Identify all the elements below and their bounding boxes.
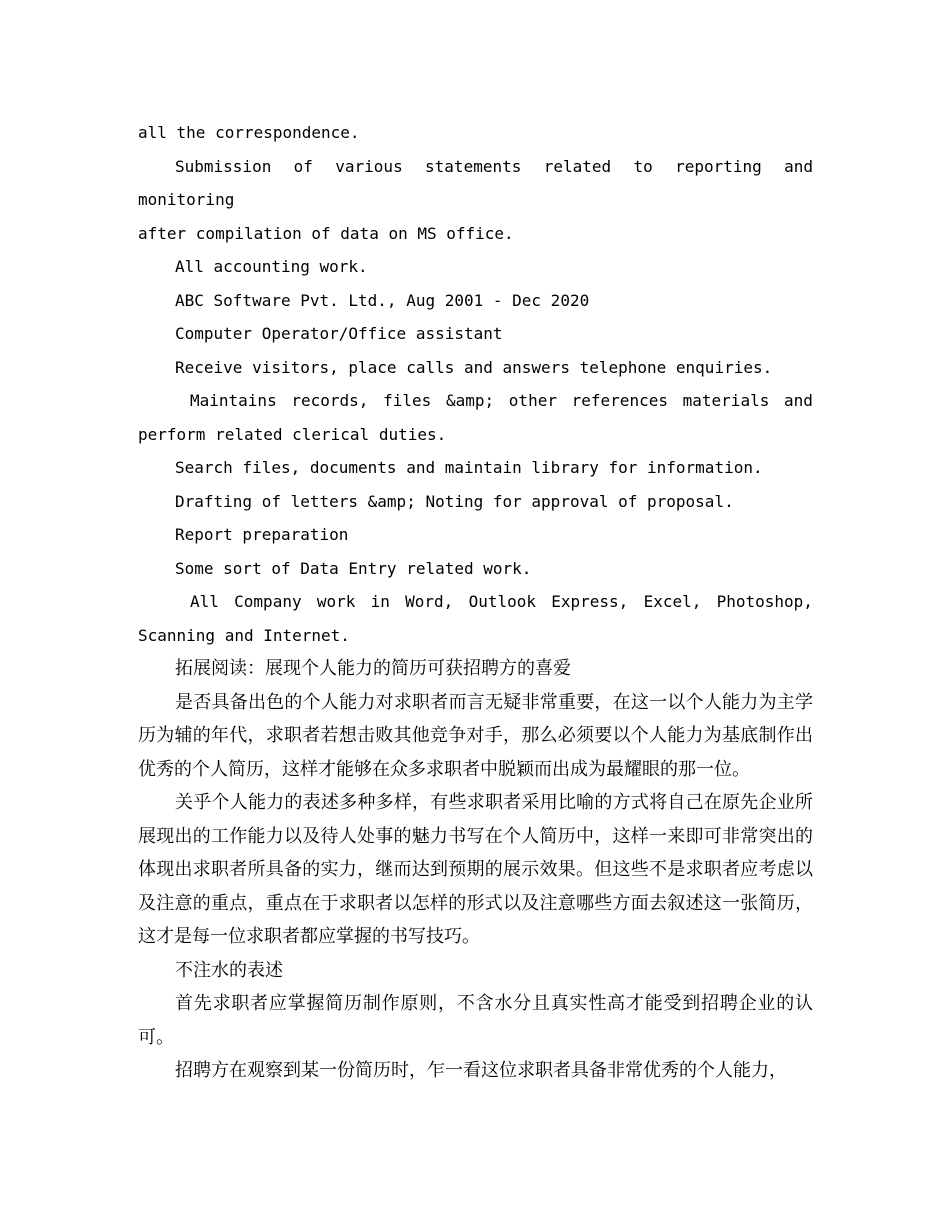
word: Company [234, 592, 302, 611]
word: references [571, 391, 668, 410]
article-paragraph-2: 关乎个人能力的表述多种多样，有些求职者采用比喻的方式将自己在原先企业所展现出的工作能力以及待人处事的魅力书写在个人简历中，这样一来即可非常突出的体现出求职者所具备的实力，继而达到预期的展示效果。但这些不是求职者应考虑以及注意的重点，重点在于求职者以怎样的形式以及注意哪些方面去叙述这一张简历，这才是每一位求职者都应掌握的书写技巧。 [138, 792, 813, 947]
word: in [370, 592, 390, 611]
resume-para-submission-line1 [138, 150, 823, 217]
resume-line-report: Report preparation [175, 525, 349, 544]
word: files [383, 391, 432, 410]
resume-para-maintains-line1 [138, 384, 813, 418]
resume-para-maintains-line2: perform related clerical duties. [138, 424, 447, 444]
word: All [190, 592, 219, 611]
article-paragraph-3: 首先求职者应掌握简历制作原则，不含水分且真实性高才能受到招聘企业的认可。 [138, 993, 813, 1048]
word: &amp; [445, 391, 495, 410]
word: Excel, [643, 592, 702, 611]
resume-line-dataentry: Some sort of Data Entry related work. [175, 558, 532, 578]
document-body [138, 116, 823, 1088]
resume-line-accounting: All accounting work. [175, 257, 368, 276]
word: Express, [551, 592, 629, 611]
section-heading-no-water: 不注水的表述 [175, 959, 283, 981]
resume-para-allcompany-line2: Scanning and Internet. [138, 625, 350, 645]
section-heading-extended-reading: 拓展阅读：展现个人能力的简历可获招聘方的喜爱 [175, 658, 571, 679]
word: materials [682, 391, 770, 410]
resume-line-role: Computer Operator/Office assistant [175, 324, 503, 343]
word: records, [291, 391, 369, 410]
article-paragraph-4: 招聘方在观察到某一份简历时，乍一看这位求职者具备非常优秀的个人能力， [175, 1060, 787, 1081]
resume-line-company: ABC Software Pvt. Ltd., Aug 2001 - Dec 2020 [175, 290, 590, 310]
resume-line-drafting: Drafting of letters &amp; Noting for approval of proposal. [175, 491, 734, 511]
resume-line-search: Search files, documents and maintain library for information. [175, 458, 763, 477]
article-paragraph-1: 是否具备出色的个人能力对求职者而言无疑非常重要，在这一以个人能力为主学历为辅的年代，求职者若想击败其他竞争对手，那么必须要以个人能力为基底制作出优秀的个人简历，这样才能够在众多求职者中脱颖而出成为最耀眼的那一位。 [138, 691, 813, 780]
word: Maintains [190, 391, 277, 410]
resume-line-visitors: Receive visitors, place calls and answers telephone enquiries. [175, 357, 773, 377]
word: work [316, 592, 356, 611]
word: Outlook [468, 592, 536, 611]
submission-text-1: Submission of various statements related to reporting and monitoring [138, 156, 823, 209]
resume-para-allcompany-line1 [138, 585, 813, 619]
resume-para-submission-line2: after compilation of data on MS office. [138, 223, 514, 243]
resume-line-correspondence: all the correspondence. [138, 123, 360, 142]
word: and [784, 391, 813, 410]
word: Photoshop, [716, 592, 813, 611]
word: other [508, 391, 557, 410]
word: Word, [405, 592, 454, 611]
